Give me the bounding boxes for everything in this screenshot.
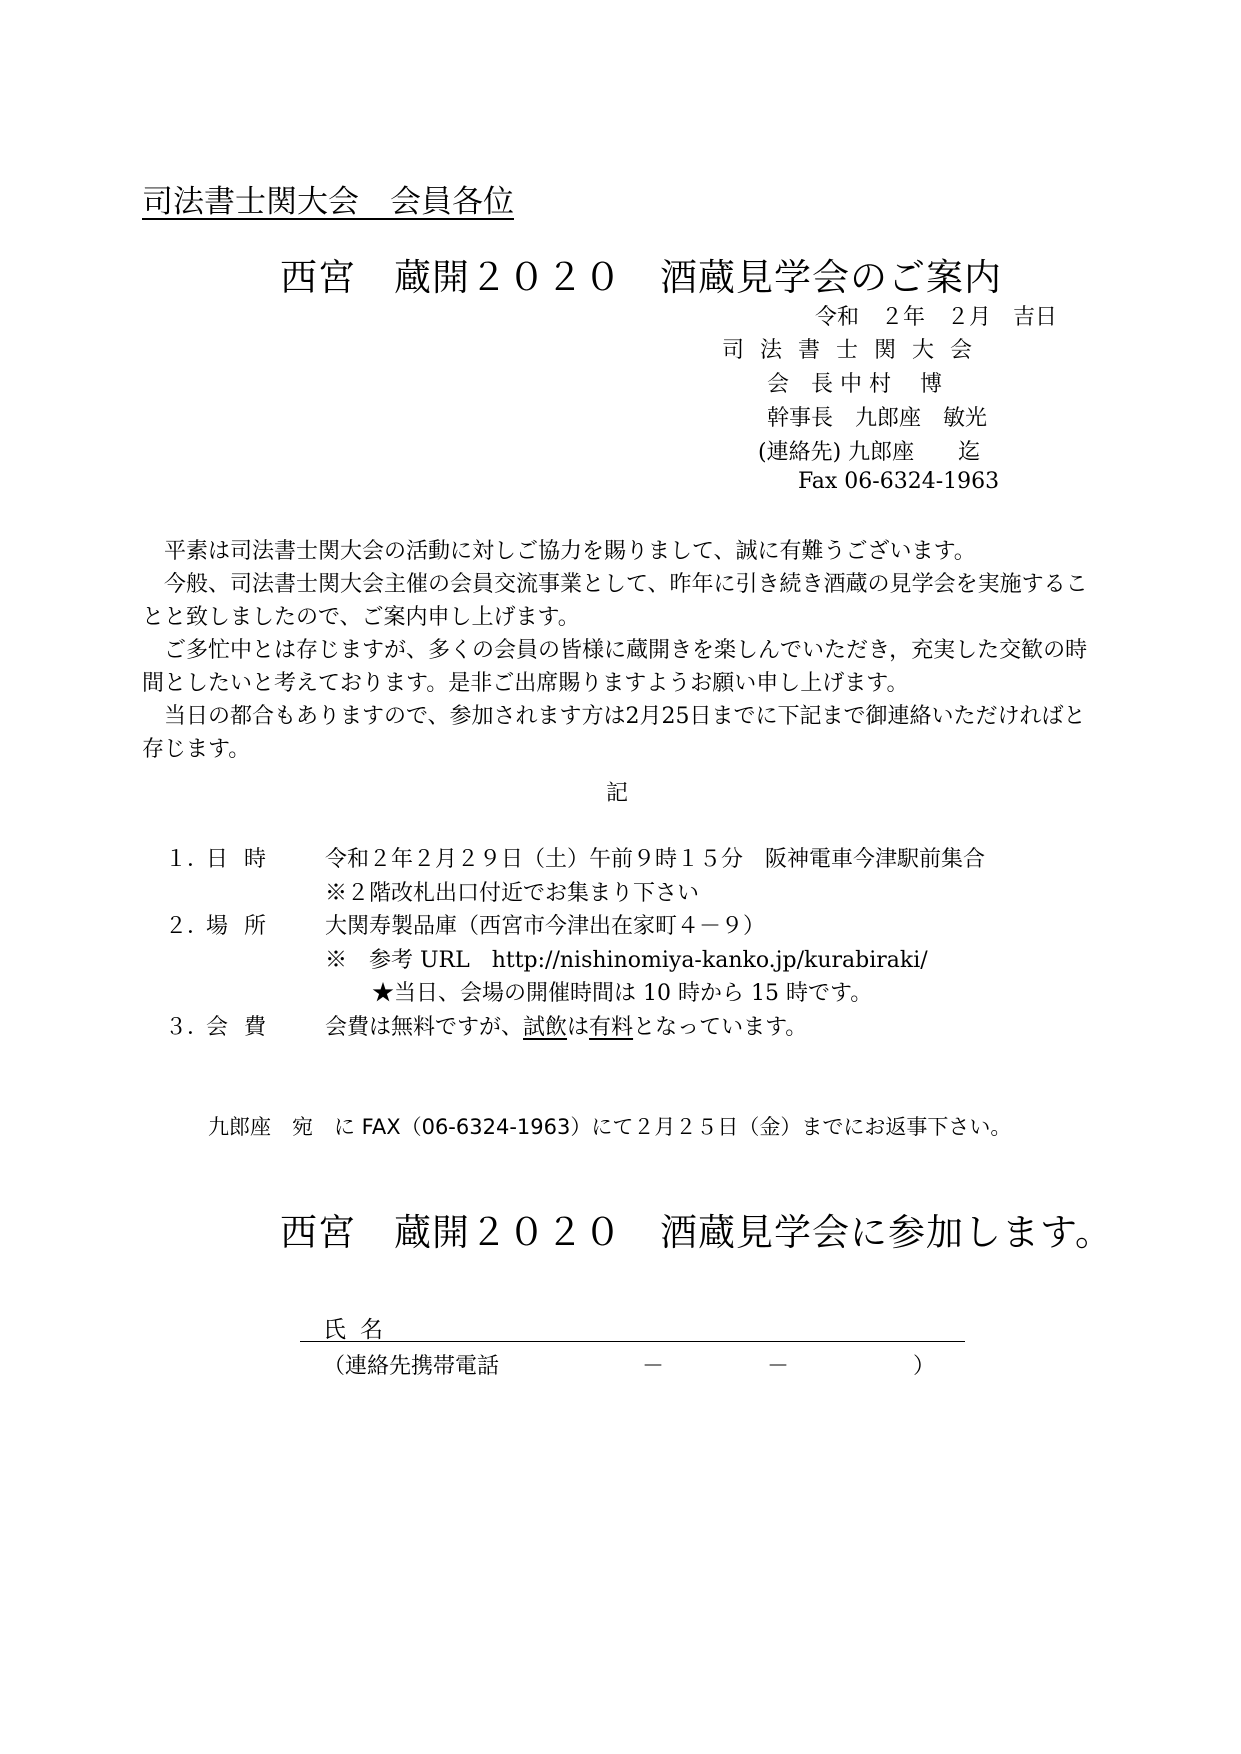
sender-president: 会 長 中 村 博 bbox=[767, 372, 942, 397]
phone-dash: － bbox=[767, 1354, 790, 1379]
sender-secretary: 幹事長 九郎座 敏光 bbox=[767, 406, 988, 431]
item-number: ３． bbox=[165, 1015, 210, 1040]
fax-reply-instruction: 九郎座 宛 に FAX（06-6324-1963）にて２月２５日（金）までにお返事下さい。 bbox=[208, 1115, 1012, 1139]
fee-text-tasting: 試飲 bbox=[523, 1015, 568, 1040]
item-number: ２． bbox=[165, 914, 210, 939]
name-label: 氏名 bbox=[323, 1317, 397, 1343]
sender-contact: (連絡先) 九郎座 迄 bbox=[758, 440, 981, 465]
document-title: 西宮 蔵開２０２０ 酒蔵見学会のご案内 bbox=[280, 256, 1002, 299]
phone-label: （連絡先携帯電話 bbox=[323, 1354, 500, 1379]
paragraph-greeting: 平素は司法書士関大会の活動に対しご協力を賜りまして、誠に有難うございます。 bbox=[164, 539, 976, 564]
ki-marker: 記 bbox=[606, 781, 629, 806]
item-label-fee: 会費 bbox=[206, 1015, 283, 1040]
item-label-place: 場所 bbox=[206, 914, 283, 939]
item-note-url: ※ 参考 URL http://nishinomiya-kanko.jp/kurabiraki/ bbox=[325, 948, 928, 973]
item-note-meeting-point: ※２階改札出口付近でお集まり下さい bbox=[325, 881, 700, 906]
addressee: 司法書士関大会 会員各位 bbox=[142, 184, 514, 220]
paragraph-purpose: 今般、司法書士関大会主催の会員交流事業として、昨年に引き続き酒蔵の見学会を実施することと致しましたので、ご案内申し上げます。 bbox=[142, 572, 1088, 630]
sender-fax: Fax 06-6324-1963 bbox=[798, 469, 1000, 494]
fee-text-paid: 有料 bbox=[589, 1015, 634, 1040]
name-input-line[interactable] bbox=[300, 1341, 965, 1342]
paragraph-deadline: 当日の都合もありますので、参加されます方は2月25日までに下記まで御連絡いただければと存じます。 bbox=[142, 704, 1086, 762]
body-text bbox=[142, 535, 1102, 766]
phone-paren-close: ） bbox=[913, 1354, 936, 1379]
fee-text-post: となっています。 bbox=[633, 1015, 808, 1040]
paragraph-invitation: ご多忙中とは存じますが、多くの会員の皆様に蔵開きを楽しんでいただき，充実した交歓の時間としたいと考えております。是非ご出席賜りますようお願い申し上げます。 bbox=[142, 638, 1088, 696]
item-value-fee bbox=[325, 1010, 807, 1041]
item-label-datetime: 日時 bbox=[206, 847, 283, 872]
item-value-datetime: 令和２年２月２９日（土）午前９時１５分 阪神電車今津駅前集合 bbox=[325, 847, 986, 872]
item-note-hours: ★当日、会場の開催時間は 10 時から 15 時です。 bbox=[372, 981, 873, 1006]
fee-text-mid: は bbox=[567, 1015, 590, 1040]
phone-dash: － bbox=[642, 1354, 665, 1379]
item-number: １． bbox=[165, 847, 210, 872]
item-value-place: 大関寿製品庫（西宮市今津出在家町４－９） bbox=[325, 914, 766, 939]
issue-date: 令和 ２年 ２月 吉日 bbox=[815, 305, 1058, 330]
sender-organization: 司法書士関大会 bbox=[722, 338, 989, 363]
reply-title: 西宮 蔵開２０２０ 酒蔵見学会に参加します。 bbox=[280, 1211, 1114, 1254]
fee-text-pre: 会費は無料ですが、 bbox=[325, 1015, 524, 1040]
